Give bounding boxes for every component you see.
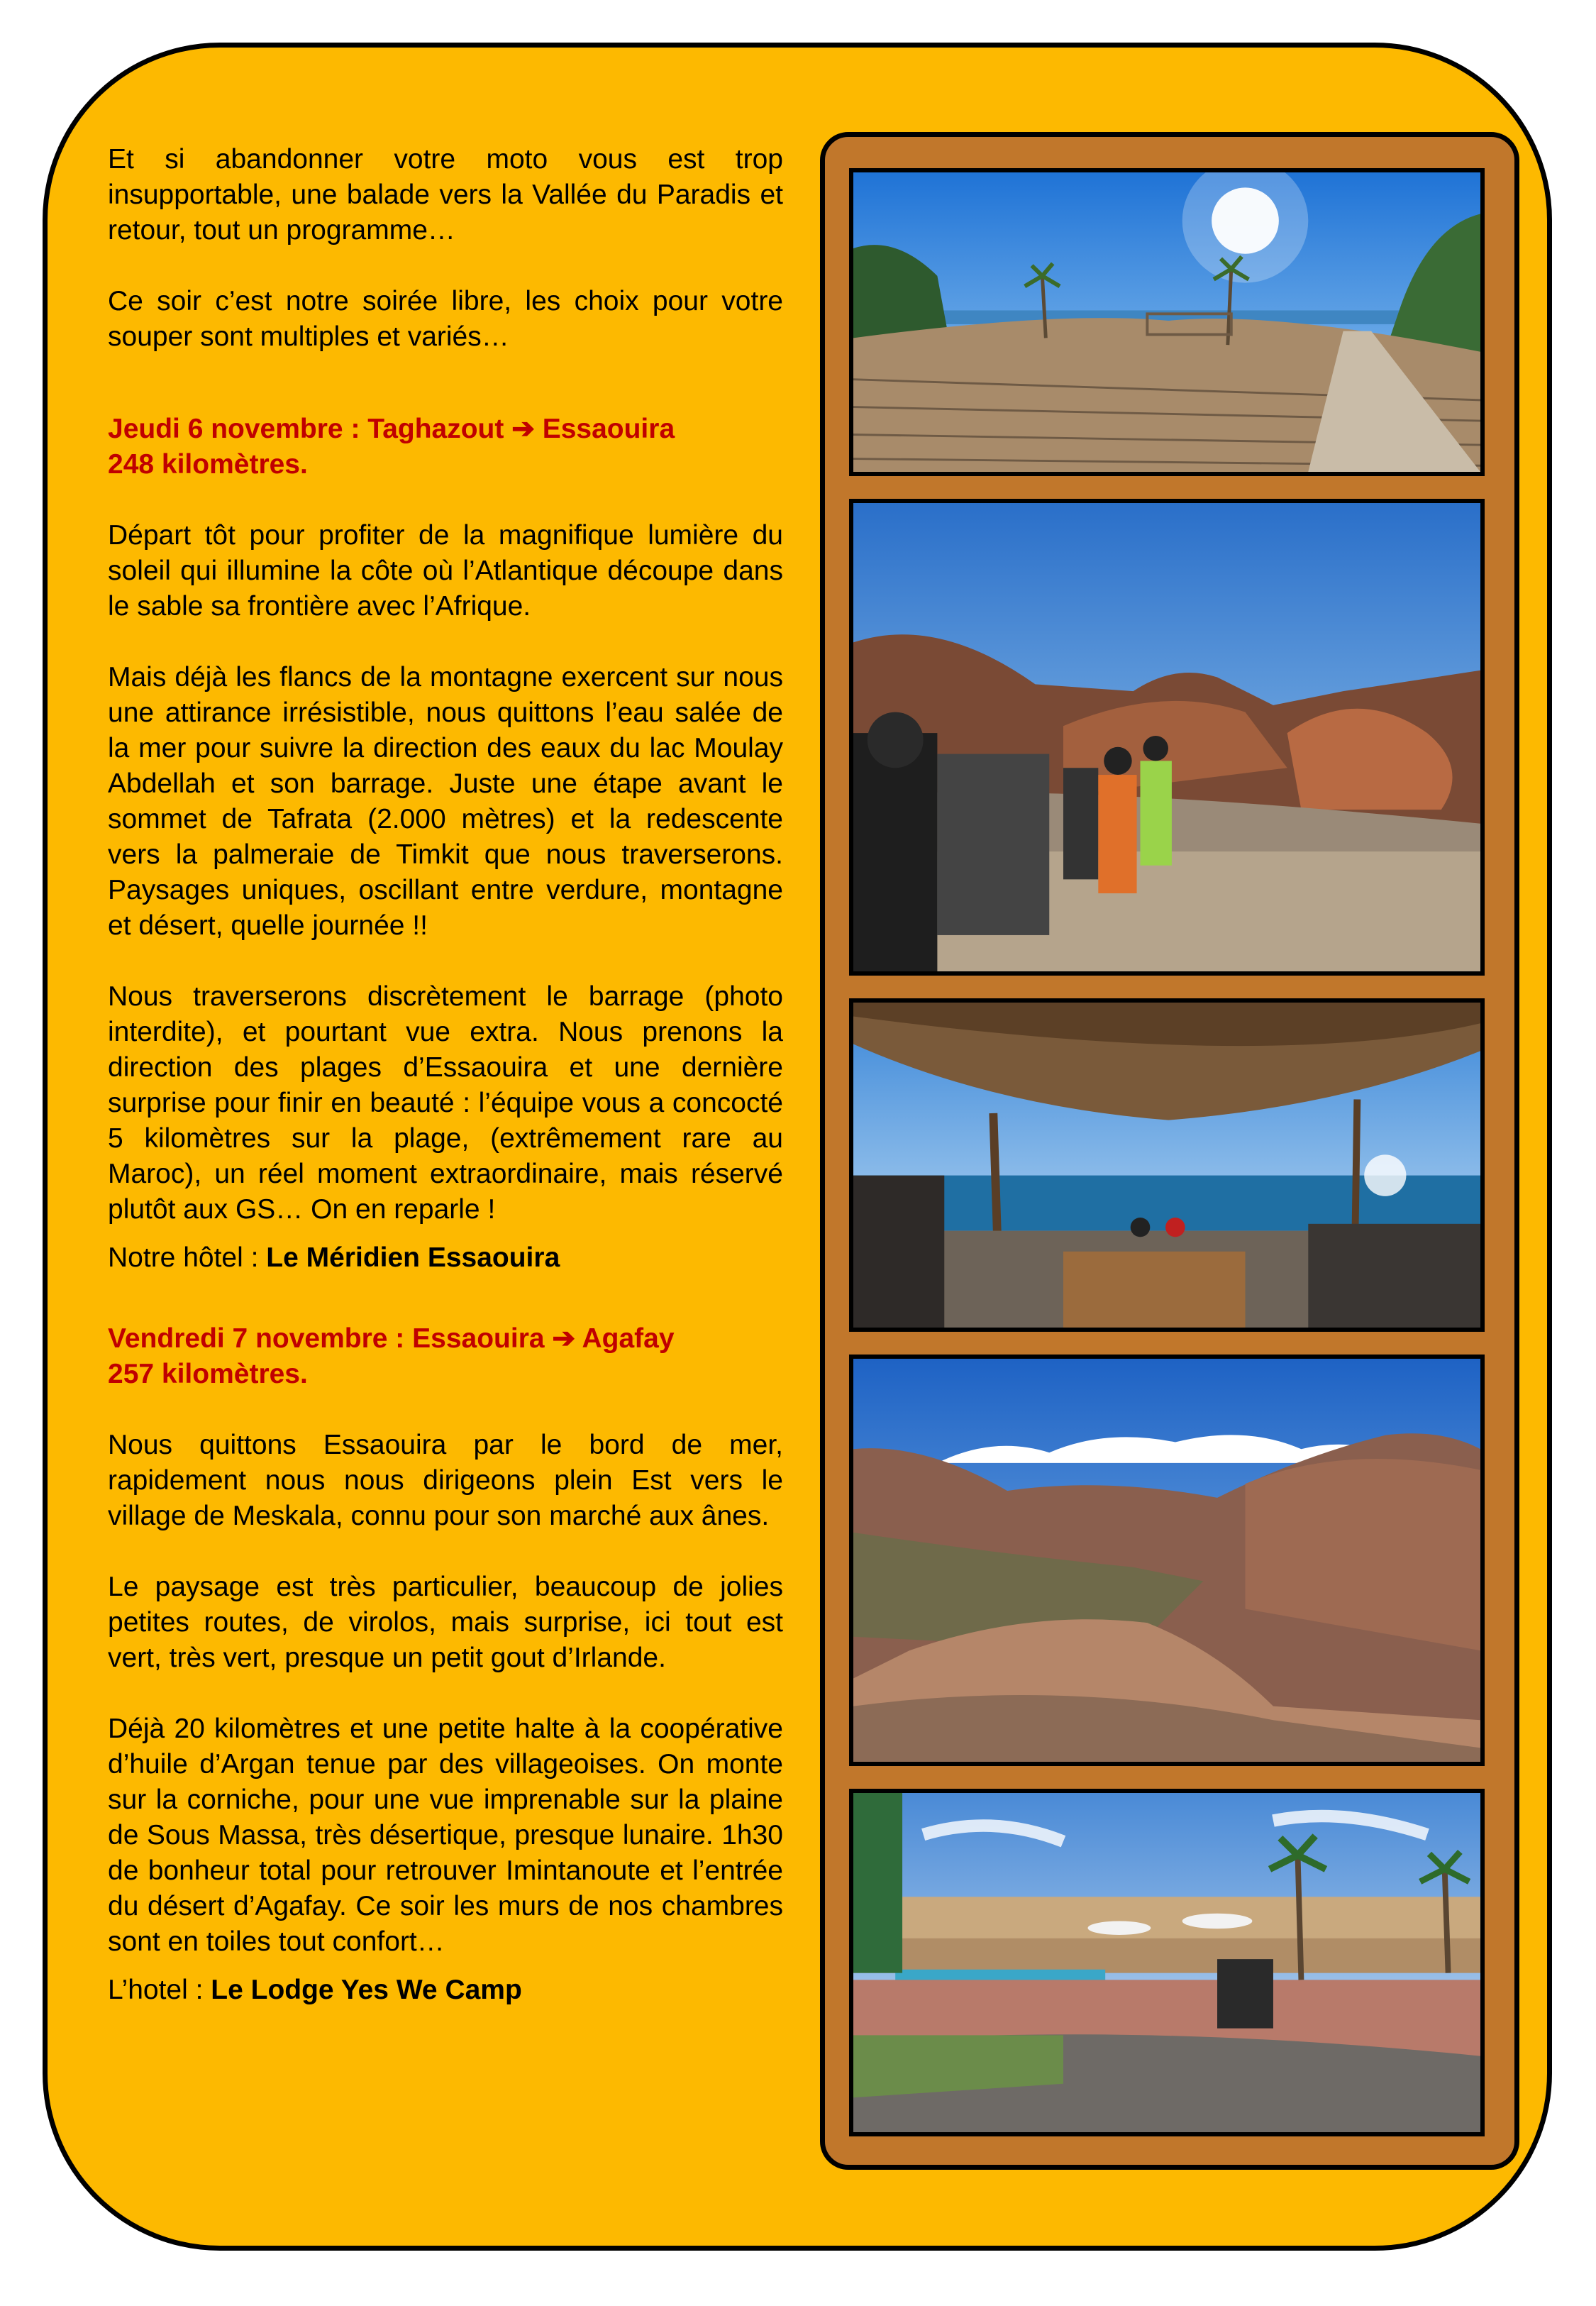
text-column xyxy=(108,142,783,2008)
spacer xyxy=(108,1534,783,1569)
paragraph-dam-beach: Nous traverserons discrètement le barrage (photo interdite), et pourtant vue extra. Nous prenons la direction des plages d’Essaouira et une dernière surprise pour finir en beauté : l’équipe vous a concocté 5 kilomètres sur la plage, (extrêmement rare au Maroc), un réel moment extraordinaire, mais réservé plutôt aux GS… On en reparle ! xyxy=(108,981,783,1225)
photo-desert-lodge xyxy=(849,1789,1485,2136)
photo-strip xyxy=(820,132,1519,2170)
spacer xyxy=(108,624,783,660)
heading-friday-distance: 257 kilomètres. xyxy=(108,1359,308,1389)
photo-boardwalk xyxy=(849,168,1485,476)
hotel-name: Le Méridien Essaouira xyxy=(266,1242,560,1273)
paragraph-free-evening: Ce soir c’est notre soirée libre, les choix pour votre souper sont multiples et variés… xyxy=(108,286,783,352)
hotel-name: Le Lodge Yes We Camp xyxy=(211,1975,522,2005)
paragraph-argan-stop: Déjà 20 kilomètres et une petite halte à la coopérative d’huile d’Argan tenue par des villageoises. On monte sur la corniche, pour une vue imprenable sur la plaine de Sous Massa, très désertique, presque lunaire. 1h30 de bonheur total pour retrouver Imintanoute et l’entrée du désert d’Agafay. Ce soir les murs de nos chambres sont en toiles tout confort… xyxy=(108,1714,783,1957)
spacer xyxy=(108,1392,783,1428)
paragraph-landscape: Le paysage est très particulier, beaucoup de jolies petites routes, de virolos, mais surprise, ici tout est vert, très vert, presque un petit gout d’Irlande. xyxy=(108,1572,783,1673)
heading-friday-route: Vendredi 7 novembre : Essaouira ➔ Agafay xyxy=(108,1323,675,1354)
photo-cafe-terrace xyxy=(849,998,1485,1332)
day-heading-friday xyxy=(108,1321,783,1392)
spacer xyxy=(108,1276,783,1321)
hotel-label: L’hotel : xyxy=(108,1975,211,2005)
spacer xyxy=(108,1676,783,1711)
heading-thursday-route: Jeudi 6 novembre : Taghazout ➔ Essaouira xyxy=(108,414,675,444)
hotel-line-2 xyxy=(108,1973,783,2008)
photo-red-mountains xyxy=(849,1355,1485,1766)
heading-thursday-distance: 248 kilomètres. xyxy=(108,449,308,480)
spacer xyxy=(108,355,783,412)
spacer xyxy=(108,248,783,284)
hotel-label: Notre hôtel : xyxy=(108,1242,267,1273)
day-heading-thursday xyxy=(108,412,783,482)
spacer xyxy=(108,1228,783,1240)
paragraph-mountain: Mais déjà les flancs de la montagne exercent sur nous une attirance irrésistible, nous quittons l’eau salée de la mer pour suivre la direction des eaux du lac Moulay Abdellah et son barrage. Juste une étape avant le sommet de Tafrata (2.000 mètres) et la redescente vers la palmeraie de Timkit que nous traverserons. Paysages uniques, oscillant entre verdure, montagne et désert, quelle journée !! xyxy=(108,662,783,941)
paragraph-paradise-valley: Et si abandonner votre moto vous est trop insupportable, une balade vers la Vallée du Paradis et retour, tout un programme… xyxy=(108,144,783,246)
photo-bikers-mountain xyxy=(849,499,1485,976)
spacer xyxy=(108,1960,783,1973)
paragraph-departure: Départ tôt pour profiter de la magnifique lumière du soleil qui illumine la côte où l’Atlantique découpe dans le sable sa frontière avec l’Afrique. xyxy=(108,520,783,622)
paragraph-leaving-essaouira: Nous quittons Essaouira par le bord de mer, rapidement nous nous dirigeons plein Est vers le village de Meskala, connu pour son marché aux ânes. xyxy=(108,1430,783,1531)
spacer xyxy=(108,944,783,979)
spacer xyxy=(108,482,783,518)
hotel-line-1 xyxy=(108,1240,783,1276)
